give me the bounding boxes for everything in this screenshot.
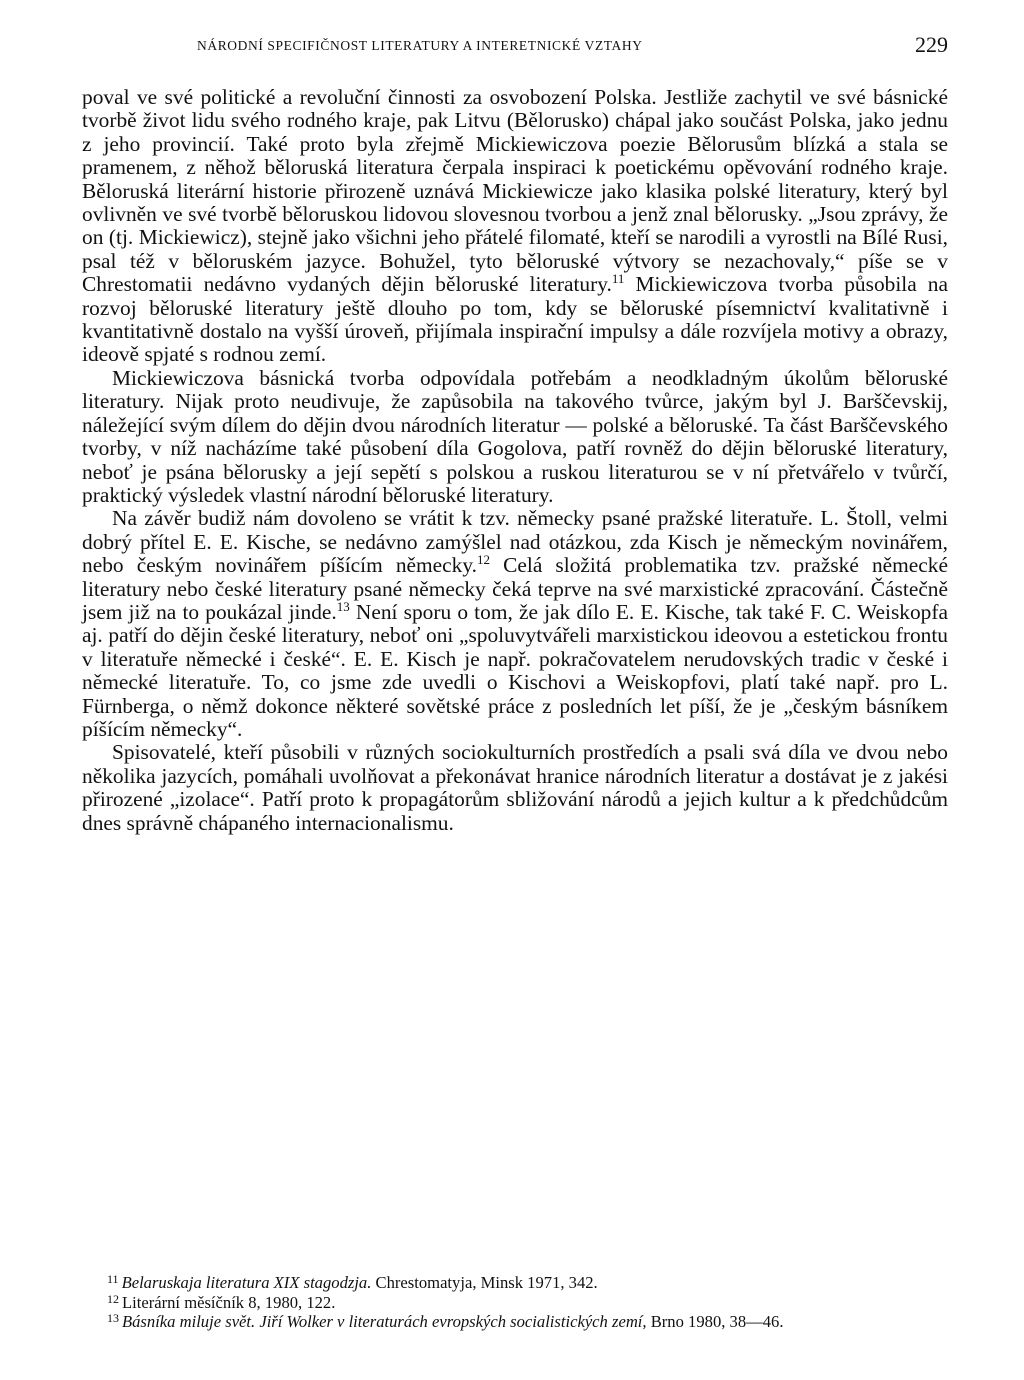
paragraph-1-text-a: poval ve své politické a revoluční činnosti za osvobození Polska. Jestliže zachytil ve své básnické tvorbě život lidu svého rodného kraje, pak Litvu (Bělorusko) chápal jako součást Polska, jako jednu z jeho provincií. Také proto byla zřejmě Mickiewiczova poezie Bělorusům blízká a stala se pramenem, z něhož běloruská literatura čerpala inspiraci k poetickému opěvování rodného kraje. Běloruská literární historie přirozeně uznává Mickiewicze jako klasika polské literatury, který byl ovlivněn ve své tvorbě běloruskou lidovou slovesnou tvorbou a jenž znal bělorusky. „Jsou zprávy, že on (tj. Mickiewicz), stejně jako všichni jeho přátelé filomaté, kteří se narodili a vyrostli na Bílé Rusi, psal též v běloruském jazyce. Bohužel, tyto běloruské výtvory se nezachovaly,“ píše se v Chrestomatii nedávno vydaných dějin běloruské literatury.	[82, 85, 948, 297]
footnote-ref-12: 12	[477, 552, 490, 568]
footnote-ref-11: 11	[611, 271, 625, 287]
footnote-12	[107, 1293, 937, 1313]
paragraph-3-text-c: Není sporu o tom, že jak dílo E. E. Kische, tak také F. C. Weiskopfa aj. patří do dějin české literatury, neboť oni „spoluvytvářeli marxistickou ideovou a estetickou frontu v literatuře německé i české“. E. E. Kisch je např. pokračovatelem nerudovských tradic v české i německé literatuře. To, co jsme zde uvedli o Kischovi a Weiskopfovi, platí také např. pro L. Fürnberga, o němž dokonce některé sovětské práce z posledních let píší, že je „českým básníkem píšícím německy“.	[82, 599, 948, 741]
footnote-text: Literární měsíčník 8, 1980, 122.	[122, 1292, 336, 1312]
footnote-ref-13: 13	[336, 598, 350, 614]
paragraph-3-text-a: Na závěr budiž nám dovoleno se vrátit k tzv. německy psané pražské literatuře. L. Štoll, velmi dobrý přítel E. E. Kische, se nedávno zamýšlel nad otázkou, zda Kisch je německým novinářem, nebo českým novinářem píšícím německy.	[82, 506, 948, 578]
footnote-number: 11	[107, 1272, 119, 1286]
running-title: NÁRODNÍ SPECIFIČNOST LITERATURY A INTERETNICKÉ VZTAHY	[197, 38, 643, 53]
footnote-11	[107, 1273, 937, 1293]
footnote-italic-title: Belaruskaja literatura XIX stagodzja.	[121, 1273, 372, 1292]
paragraph-3	[82, 507, 948, 741]
paragraph-1	[82, 86, 948, 367]
footnote-number: 13	[107, 1311, 119, 1326]
paragraph-4: Spisovatelé, kteří působili v různých sociokulturních prostředích a psali svá díla ve dvou nebo několika jazycích, pomáhali uvolňovat a překonávat hranice národních literatur a dostávat je z jakési přirozené „izolace“. Patří proto k propagátorům sbližování národů a jejich kultur a k předchůdcům dnes správně chápaného internacionalismu.	[82, 740, 948, 835]
paragraph-2: Mickiewiczova básnická tvorba odpovídala potřebám a neodkladným úkolům běloruské literatury. Nijak proto neudivuje, že zapůsobila na takového tvůrce, jakým byl J. Barščevskij, náležející svým dílem do dějin dvou národních literatur — polské a běloruské. Ta část Barščevského tvorby, v níž nacházíme také působení díla Gogolova, patří rovněž do dějin běloruské literatury, neboť je psána bělorusky a její sepětí s polskou a ruskou literaturou se v ní přetvářelo v tvůrčí, praktický výsledek vlastní národní běloruské literatury.	[82, 365, 948, 507]
footnotes	[107, 1273, 937, 1332]
paragraph-1-text-b: Mickiewiczova tvorba působila na rozvoj běloruské literatury ještě dlouho po tom, kdy se běloruské písemnictví kvalitativně i kvantitativně dostalo na vyšší úroveň, přijímala inspirační impulsy a dále rozvíjela motivy a obrazy, ideově spjaté s rodnou zemí.	[82, 272, 948, 367]
footnote-13	[107, 1312, 937, 1332]
footnote-number: 12	[107, 1291, 119, 1306]
running-head	[82, 32, 948, 62]
body-text	[82, 86, 948, 835]
page-number: 229	[915, 32, 948, 57]
paragraph-3-text-b: Celá složitá problematika tzv. pražské německé literatury nebo české literatury psané německy čeká teprve na své marxistické zpracování. Částečně jsem již na to poukázal jinde.	[82, 553, 948, 624]
footnote-text: Chrestomatyja, Minsk 1971, 342.	[371, 1273, 598, 1292]
footnote-text: Brno 1980, 38—46.	[646, 1312, 784, 1332]
footnote-italic-title: Básníka miluje svět. Jiří Wolker v literaturách evropských socialistických zemí,	[122, 1312, 647, 1332]
